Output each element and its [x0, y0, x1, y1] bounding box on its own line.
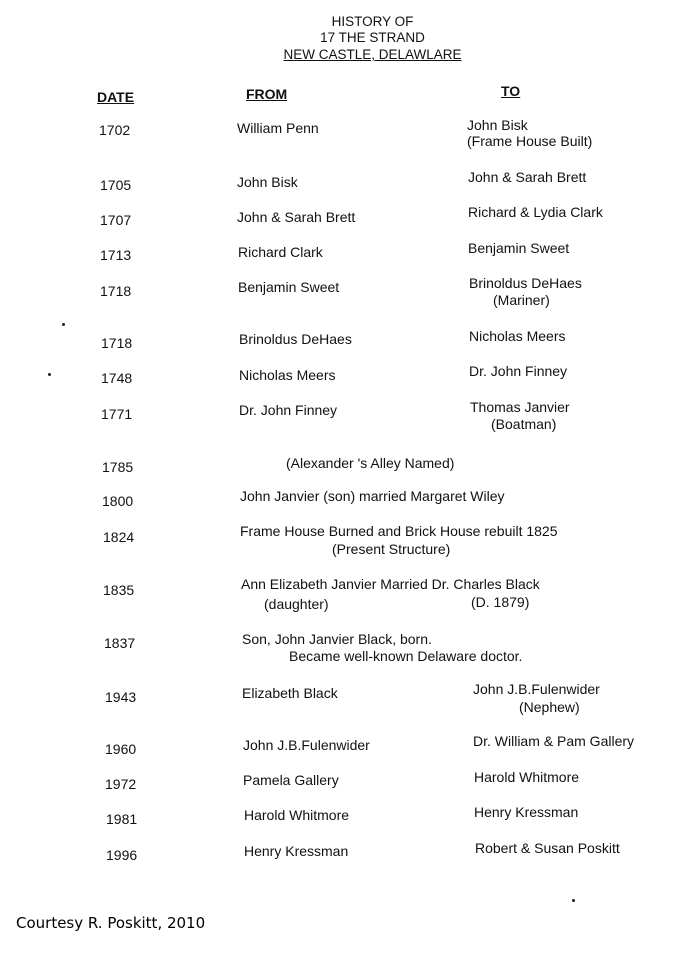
row-note: Son, John Janvier Black, born.	[242, 631, 432, 647]
row-to: Nicholas Meers	[469, 328, 566, 344]
row-to: Benjamin Sweet	[468, 240, 570, 256]
row-from: Dr. John Finney	[239, 402, 338, 418]
row-to: Richard & Lydia Clark	[468, 204, 603, 220]
row-date: 1981	[106, 811, 138, 827]
title-line-2: 17 THE STRAND	[320, 30, 425, 45]
row-note: Ann Elizabeth Janvier Married Dr. Charles Black	[241, 576, 540, 592]
credit-caption: Courtesy R. Poskitt, 2010	[16, 914, 206, 932]
header-date: DATE	[97, 89, 135, 105]
row-from: Brinoldus DeHaes	[239, 331, 352, 347]
row-date: 1718	[100, 283, 132, 299]
row-date: 1771	[101, 406, 133, 422]
row-to: John Bisk	[467, 117, 528, 133]
title-line-1: HISTORY OF	[331, 14, 414, 29]
row-from: John J.B.Fulenwider	[243, 737, 370, 753]
row-note-2: (Present Structure)	[332, 541, 451, 557]
row-from: Harold Whitmore	[244, 807, 350, 823]
scan-speck	[572, 899, 575, 902]
header-from: FROM	[246, 86, 288, 102]
row-date: 1837	[104, 635, 136, 651]
row-to: Dr. John Finney	[469, 363, 568, 379]
title-line-3: NEW CASTLE, DELAWLARE	[283, 47, 462, 62]
row-from: Nicholas Meers	[239, 367, 336, 383]
row-to-note: (Nephew)	[519, 699, 580, 715]
row-from: Elizabeth Black	[242, 685, 338, 701]
row-note: Frame House Burned and Brick House rebuilt 1825	[240, 523, 558, 539]
row-date: 1707	[100, 212, 132, 228]
row-to: Dr. William & Pam Gallery	[473, 733, 635, 749]
header-to: TO	[501, 83, 521, 99]
row-to-note: (Frame House Built)	[467, 133, 593, 149]
row-to: Brinoldus DeHaes	[469, 275, 582, 291]
row-from: John Bisk	[237, 174, 298, 190]
row-from: Benjamin Sweet	[238, 279, 340, 295]
row-to: John J.B.Fulenwider	[473, 681, 600, 697]
row-from: Henry Kressman	[244, 843, 349, 859]
row-date: 1785	[102, 459, 134, 475]
row-note: John Janvier (son) married Margaret Wiley	[240, 488, 505, 504]
row-date: 1835	[103, 582, 135, 598]
row-from: John & Sarah Brett	[237, 209, 356, 225]
row-to-note: (Boatman)	[491, 416, 557, 432]
row-from: William Penn	[237, 120, 319, 136]
row-to: Thomas Janvier	[470, 399, 570, 415]
row-to: Robert & Susan Poskitt	[475, 840, 620, 856]
row-date: 1702	[99, 122, 131, 138]
scan-speck	[48, 373, 51, 376]
row-to-note: (Mariner)	[493, 292, 550, 308]
row-date: 1996	[106, 847, 138, 863]
row-to: Harold Whitmore	[474, 769, 580, 785]
row-date: 1718	[101, 335, 133, 351]
row-to: John & Sarah Brett	[468, 169, 587, 185]
row-from: Richard Clark	[238, 244, 323, 260]
row-date: 1943	[105, 689, 137, 705]
row-date: 1972	[105, 776, 137, 792]
row-date: 1748	[101, 370, 133, 386]
row-date: 1960	[105, 741, 137, 757]
scan-speck	[62, 323, 65, 326]
row-date: 1800	[102, 493, 134, 509]
row-date: 1824	[103, 529, 135, 545]
row-note-2a: (daughter)	[264, 596, 329, 612]
row-date: 1713	[100, 247, 132, 263]
row-note-2: Became well-known Delaware doctor.	[289, 648, 523, 664]
row-note: (Alexander 's Alley Named)	[286, 455, 455, 471]
row-to: Henry Kressman	[474, 804, 579, 820]
row-note-2b: (D. 1879)	[471, 594, 530, 610]
row-from: Pamela Gallery	[243, 772, 339, 788]
row-date: 1705	[100, 177, 132, 193]
